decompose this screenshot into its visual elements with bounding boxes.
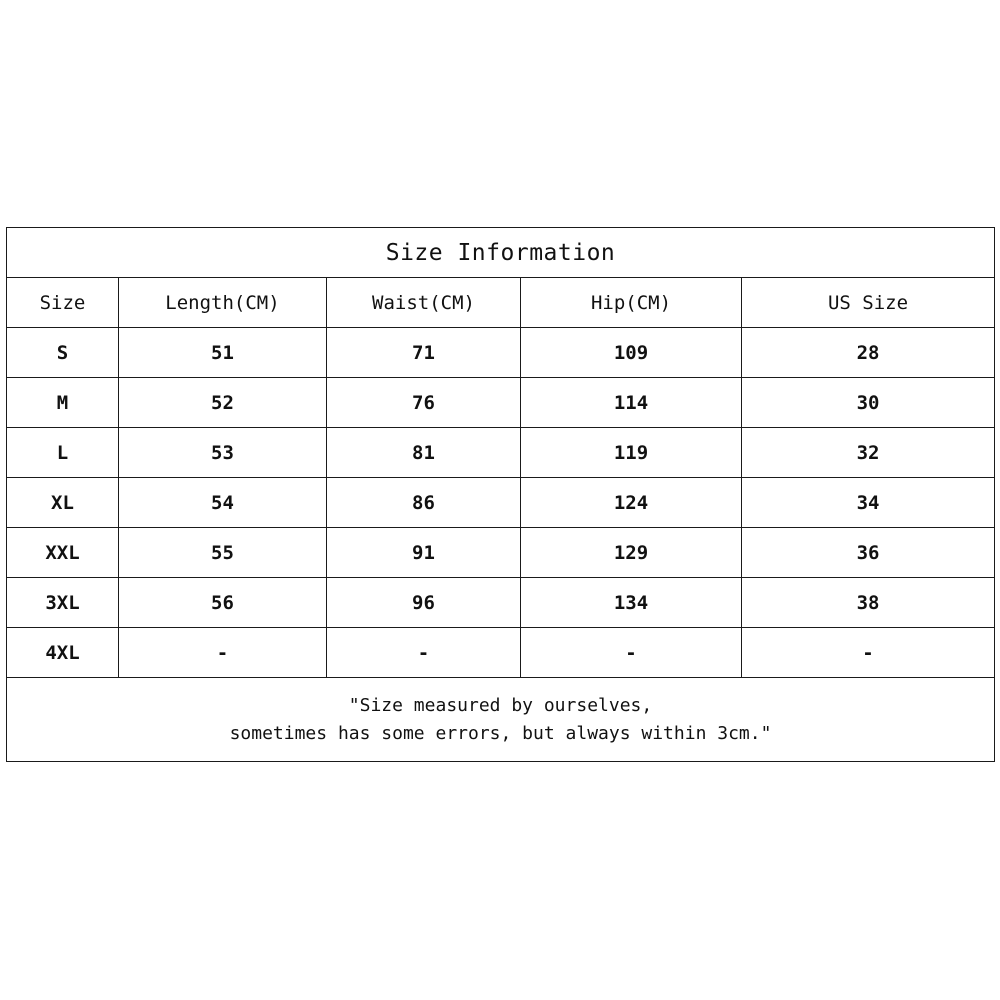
cell-size: XXL xyxy=(7,528,119,578)
measurement-note xyxy=(7,678,995,762)
header-waist: Waist(CM) xyxy=(327,278,521,328)
cell-size: L xyxy=(7,428,119,478)
cell-length: 51 xyxy=(119,328,327,378)
cell-length: 54 xyxy=(119,478,327,528)
cell-hip: 109 xyxy=(521,328,742,378)
table-row xyxy=(7,628,995,678)
cell-us-size: 38 xyxy=(742,578,995,628)
cell-hip: - xyxy=(521,628,742,678)
cell-us-size: 34 xyxy=(742,478,995,528)
table-row xyxy=(7,478,995,528)
table-row xyxy=(7,378,995,428)
header-length: Length(CM) xyxy=(119,278,327,328)
cell-waist: 76 xyxy=(327,378,521,428)
header-hip: Hip(CM) xyxy=(521,278,742,328)
cell-length: 55 xyxy=(119,528,327,578)
note-line-1: "Size measured by ourselves, xyxy=(348,694,653,716)
cell-size: M xyxy=(7,378,119,428)
cell-hip: 134 xyxy=(521,578,742,628)
cell-waist: - xyxy=(327,628,521,678)
cell-us-size: 30 xyxy=(742,378,995,428)
table-row xyxy=(7,428,995,478)
cell-us-size: 32 xyxy=(742,428,995,478)
cell-waist: 86 xyxy=(327,478,521,528)
cell-length: - xyxy=(119,628,327,678)
size-information-table xyxy=(6,227,995,762)
cell-waist: 81 xyxy=(327,428,521,478)
note-line-2: sometimes has some errors, but always within 3cm." xyxy=(229,722,772,744)
cell-length: 52 xyxy=(119,378,327,428)
header-row xyxy=(7,278,995,328)
title-row xyxy=(7,228,995,278)
table-row xyxy=(7,328,995,378)
header-size: Size xyxy=(7,278,119,328)
cell-waist: 71 xyxy=(327,328,521,378)
cell-size: 3XL xyxy=(7,578,119,628)
table-row xyxy=(7,528,995,578)
table-row xyxy=(7,578,995,628)
cell-us-size: - xyxy=(742,628,995,678)
cell-us-size: 36 xyxy=(742,528,995,578)
cell-length: 53 xyxy=(119,428,327,478)
cell-size: S xyxy=(7,328,119,378)
cell-hip: 124 xyxy=(521,478,742,528)
header-us-size: US Size xyxy=(742,278,995,328)
cell-hip: 114 xyxy=(521,378,742,428)
note-row xyxy=(7,678,995,762)
cell-hip: 119 xyxy=(521,428,742,478)
cell-waist: 91 xyxy=(327,528,521,578)
cell-size: XL xyxy=(7,478,119,528)
cell-size: 4XL xyxy=(7,628,119,678)
cell-length: 56 xyxy=(119,578,327,628)
cell-waist: 96 xyxy=(327,578,521,628)
table-title: Size Information xyxy=(7,228,995,278)
cell-hip: 129 xyxy=(521,528,742,578)
cell-us-size: 28 xyxy=(742,328,995,378)
